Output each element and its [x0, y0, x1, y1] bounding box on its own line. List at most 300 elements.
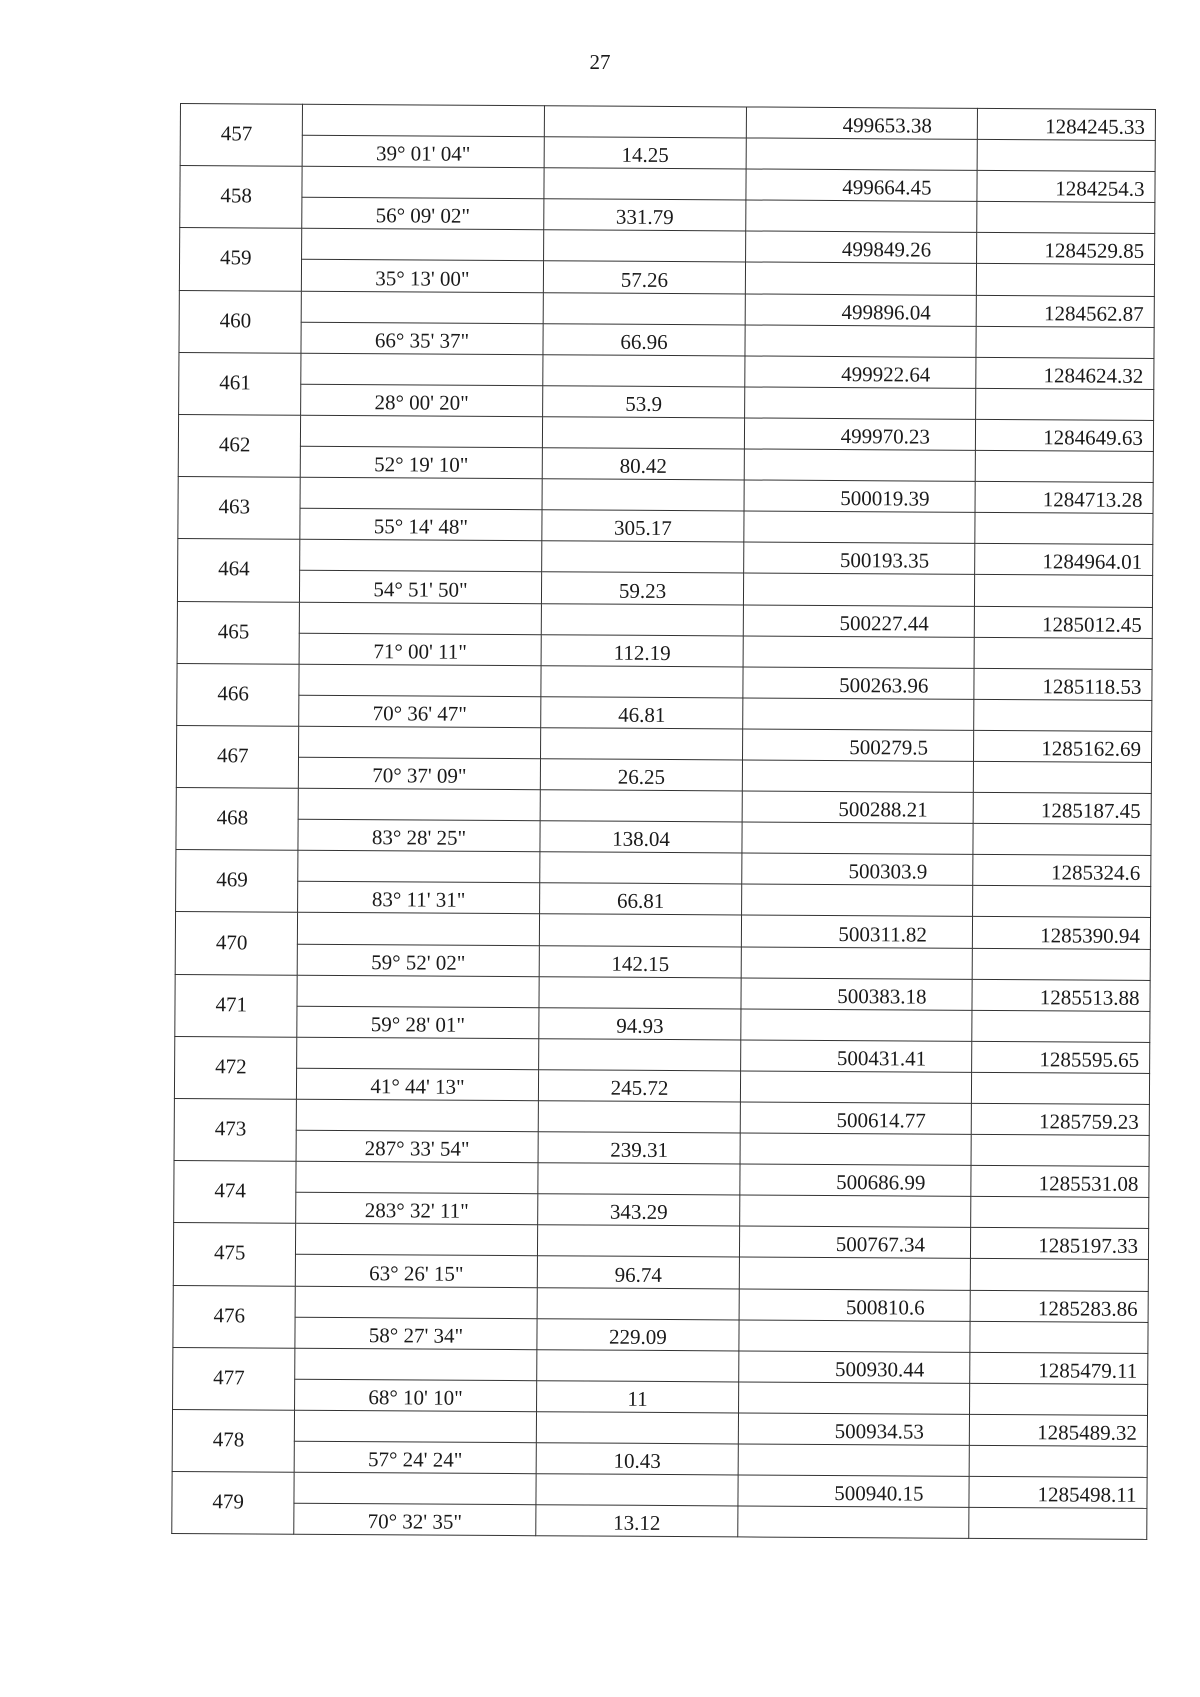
distance-cell — [538, 1194, 740, 1226]
angle-cell — [302, 135, 544, 168]
point-number: 463 — [218, 494, 251, 519]
point-number: 473 — [214, 1116, 247, 1141]
y-coordinate: 1284649.63 — [1043, 425, 1144, 450]
y-coordinate: 1285498.11 — [1037, 1482, 1137, 1508]
empty-angle-cell — [294, 1410, 536, 1443]
angle-cell — [297, 1006, 539, 1039]
empty-distance-cell — [537, 1349, 739, 1381]
y-coordinate-cell — [971, 1103, 1149, 1135]
x-coordinate-cell — [746, 169, 977, 202]
distance-cell — [541, 634, 743, 666]
empty-distance-cell — [536, 1412, 738, 1444]
empty-y-cell — [975, 450, 1153, 482]
y-coordinate: 1285012.45 — [1042, 611, 1142, 637]
distance-value: 26.25 — [617, 764, 666, 790]
y-coordinate-cell — [976, 357, 1154, 389]
empty-y-cell — [971, 1134, 1149, 1166]
y-coordinate: 1285118.53 — [1042, 674, 1142, 699]
point-number-cell — [180, 166, 302, 229]
empty-distance-cell — [541, 603, 743, 635]
angle-cell — [296, 1130, 538, 1163]
angle-cell — [294, 1503, 536, 1536]
empty-angle-cell — [301, 353, 543, 386]
y-coordinate: 1284964.01 — [1042, 549, 1143, 575]
x-coordinate-cell — [744, 542, 975, 575]
distance-cell — [537, 1318, 739, 1350]
empty-y-cell — [974, 699, 1152, 731]
y-coordinate: 1285162.69 — [1041, 736, 1142, 761]
y-coordinate: 1285595.65 — [1039, 1047, 1140, 1072]
distance-cell — [541, 696, 743, 728]
empty-y-cell — [970, 1321, 1148, 1353]
empty-y-cell — [976, 326, 1154, 358]
point-number-cell — [173, 1223, 295, 1286]
angle-value: 28° 00' 20" — [374, 390, 469, 415]
x-coordinate: 500810.6 — [845, 1294, 925, 1320]
y-coordinate-cell — [977, 108, 1155, 140]
empty-y-cell — [972, 948, 1150, 980]
distance-value: 13.12 — [613, 1510, 661, 1536]
x-coordinate: 500227.44 — [839, 610, 929, 636]
distance-cell — [544, 137, 746, 169]
x-coordinate: 500934.53 — [834, 1419, 924, 1444]
coordinates-table — [171, 103, 1156, 1540]
angle-value: 283° 32' 11" — [364, 1198, 469, 1224]
empty-distance-cell — [542, 417, 744, 449]
empty-y-cell — [976, 388, 1154, 420]
angle-cell — [301, 260, 543, 293]
x-coordinate: 500288.21 — [838, 797, 928, 822]
angle-value: 55° 14' 48" — [373, 514, 469, 540]
angle-cell — [300, 508, 542, 541]
angle-value: 59° 28' 01" — [370, 1011, 466, 1037]
x-coordinate: 500279.5 — [849, 735, 929, 760]
point-number: 467 — [216, 743, 249, 768]
empty-x-cell — [746, 138, 977, 171]
x-coordinate: 500614.77 — [836, 1108, 926, 1133]
empty-y-cell — [971, 1072, 1149, 1104]
distance-value: 14.25 — [621, 142, 669, 168]
empty-angle-cell — [299, 602, 541, 635]
point-number-cell — [180, 104, 302, 167]
distance-cell — [543, 261, 745, 293]
empty-distance-cell — [539, 1039, 741, 1071]
angle-value: 56° 09' 02" — [375, 203, 471, 229]
point-number-cell — [174, 1161, 296, 1224]
empty-y-cell — [973, 886, 1151, 918]
x-coordinate-cell — [742, 791, 973, 824]
angle-cell — [296, 1193, 538, 1226]
angle-value: 54° 51' 50" — [373, 576, 468, 602]
distance-value: 343.29 — [609, 1200, 668, 1225]
empty-distance-cell — [537, 1225, 739, 1257]
distance-value: 305.17 — [613, 515, 672, 541]
y-coordinate-cell — [975, 544, 1153, 576]
point-number-cell — [174, 1036, 296, 1099]
angle-value: 59° 52' 02" — [371, 949, 466, 975]
angle-value: 287° 33' 54" — [364, 1136, 470, 1161]
point-number: 462 — [218, 432, 251, 457]
empty-x-cell — [744, 449, 975, 482]
point-number-cell — [175, 974, 297, 1037]
empty-y-cell — [970, 1259, 1148, 1291]
y-coordinate-cell — [976, 295, 1154, 327]
distance-value: 57.26 — [620, 267, 669, 292]
point-number: 477 — [213, 1365, 245, 1390]
empty-x-cell — [738, 1506, 969, 1539]
x-coordinate: 500940.15 — [834, 1481, 924, 1506]
empty-distance-cell — [539, 976, 741, 1008]
empty-y-cell — [977, 139, 1155, 171]
empty-angle-cell — [296, 1161, 538, 1194]
y-coordinate: 1285479.11 — [1038, 1358, 1138, 1383]
y-coordinate: 1285390.94 — [1040, 922, 1141, 948]
empty-y-cell — [971, 1197, 1149, 1229]
empty-distance-cell — [539, 914, 741, 946]
empty-y-cell — [969, 1445, 1147, 1477]
y-coordinate-cell — [977, 171, 1155, 203]
y-coordinate-cell — [974, 668, 1152, 700]
x-coordinate: 500930.44 — [834, 1356, 925, 1382]
empty-angle-cell — [294, 1472, 536, 1505]
y-coordinate-cell — [973, 730, 1151, 762]
x-coordinate-cell — [739, 1226, 970, 1259]
x-coordinate: 500193.35 — [839, 548, 930, 573]
point-number: 460 — [219, 307, 252, 333]
empty-y-cell — [974, 575, 1152, 607]
empty-y-cell — [973, 824, 1151, 856]
angle-cell — [301, 322, 543, 355]
empty-x-cell — [740, 1071, 971, 1104]
angle-cell — [296, 1068, 538, 1101]
page-number: 27 — [589, 50, 611, 74]
empty-x-cell — [740, 1195, 971, 1228]
distance-cell — [536, 1443, 738, 1475]
angle-cell — [295, 1255, 537, 1288]
x-coordinate: 500767.34 — [835, 1232, 926, 1258]
empty-angle-cell — [299, 664, 541, 697]
distance-cell — [540, 821, 742, 853]
angle-value: 66° 35' 37" — [374, 327, 470, 353]
empty-angle-cell — [297, 913, 539, 946]
empty-angle-cell — [299, 726, 541, 759]
point-number: 475 — [213, 1240, 246, 1265]
point-number-cell — [175, 912, 297, 975]
y-coordinate: 1285513.88 — [1039, 984, 1140, 1010]
empty-distance-cell — [541, 665, 743, 697]
x-coordinate-cell — [738, 1475, 969, 1508]
y-coordinate-cell — [972, 1041, 1150, 1073]
angle-value: 35° 13' 00" — [375, 265, 470, 291]
x-coordinate: 499970.23 — [840, 424, 931, 449]
point-number: 474 — [214, 1178, 246, 1203]
angle-value: 41° 44' 13" — [370, 1074, 465, 1099]
x-coordinate-cell — [740, 1164, 971, 1197]
x-coordinate: 500383.18 — [837, 983, 927, 1009]
point-number-cell — [174, 1098, 296, 1161]
empty-angle-cell — [297, 975, 539, 1008]
distance-value: 245.72 — [610, 1075, 669, 1101]
empty-x-cell — [742, 760, 973, 793]
x-coordinate-cell — [745, 356, 976, 389]
empty-angle-cell — [295, 1286, 537, 1319]
distance-value: 11 — [627, 1386, 648, 1411]
empty-distance-cell — [542, 479, 744, 511]
y-coordinate-cell — [970, 1228, 1148, 1260]
x-coordinate-cell — [738, 1413, 969, 1446]
y-coordinate: 1284562.87 — [1043, 300, 1144, 326]
x-coordinate: 499896.04 — [841, 299, 931, 325]
x-coordinate-cell — [742, 729, 973, 762]
empty-distance-cell — [538, 1163, 740, 1195]
distance-value: 66.96 — [620, 329, 668, 354]
x-coordinate-cell — [740, 1102, 971, 1135]
point-number-cell — [176, 788, 298, 851]
empty-y-cell — [975, 513, 1153, 545]
angle-cell — [299, 633, 541, 666]
empty-distance-cell — [543, 292, 745, 324]
empty-angle-cell — [301, 291, 543, 324]
empty-x-cell — [741, 1009, 972, 1042]
y-coordinate: 1285187.45 — [1040, 798, 1141, 824]
distance-cell — [540, 883, 742, 915]
empty-y-cell — [972, 1010, 1150, 1042]
angle-cell — [297, 944, 539, 977]
y-coordinate: 1285283.86 — [1037, 1295, 1138, 1321]
empty-angle-cell — [295, 1224, 537, 1257]
empty-x-cell — [739, 1257, 970, 1290]
empty-angle-cell — [300, 540, 542, 573]
y-coordinate-cell — [973, 792, 1151, 824]
x-coordinate-cell — [742, 853, 973, 886]
x-coordinate: 500431.41 — [836, 1045, 927, 1071]
empty-distance-cell — [540, 852, 742, 884]
empty-y-cell — [974, 637, 1152, 669]
angle-value: 71° 00' 11" — [373, 638, 467, 664]
empty-angle-cell — [302, 104, 544, 137]
x-coordinate-cell — [739, 1351, 970, 1384]
table-row — [172, 1503, 1147, 1540]
y-coordinate: 1284529.85 — [1044, 238, 1145, 264]
y-coordinate-cell — [971, 1166, 1149, 1198]
x-coordinate: 499664.45 — [842, 175, 932, 200]
y-coordinate: 1284245.33 — [1045, 114, 1145, 139]
angle-cell — [298, 819, 540, 852]
point-number-cell — [178, 414, 300, 477]
x-coordinate: 500303.9 — [848, 859, 928, 884]
empty-angle-cell — [297, 1037, 539, 1070]
y-coordinate-cell — [969, 1414, 1147, 1446]
x-coordinate-cell — [741, 1040, 972, 1073]
angle-value: 70° 32' 35" — [367, 1509, 463, 1535]
angle-value: 63° 26' 15" — [369, 1260, 464, 1286]
distance-value: 80.42 — [619, 453, 667, 479]
point-number: 465 — [217, 618, 250, 644]
point-number: 472 — [215, 1054, 247, 1079]
empty-x-cell — [738, 1444, 969, 1477]
empty-angle-cell — [296, 1099, 538, 1132]
y-coordinate-cell — [969, 1476, 1147, 1508]
empty-distance-cell — [542, 541, 744, 573]
empty-x-cell — [741, 946, 972, 979]
point-number-cell — [179, 352, 301, 415]
empty-distance-cell — [544, 230, 746, 262]
empty-x-cell — [745, 325, 976, 358]
point-number-cell — [179, 290, 301, 353]
point-number: 470 — [215, 929, 248, 954]
x-coordinate-cell — [746, 107, 977, 140]
point-number: 466 — [217, 681, 249, 706]
empty-y-cell — [969, 1508, 1147, 1540]
distance-cell — [541, 572, 743, 604]
empty-y-cell — [973, 761, 1151, 793]
empty-distance-cell — [543, 354, 745, 386]
y-coordinate-cell — [974, 606, 1152, 638]
angle-cell — [299, 695, 541, 728]
empty-x-cell — [739, 1382, 970, 1415]
angle-value: 68° 10' 10" — [368, 1385, 463, 1410]
empty-x-cell — [744, 511, 975, 544]
empty-x-cell — [742, 884, 973, 917]
y-coordinate: 1284254.3 — [1055, 176, 1145, 202]
angle-cell — [298, 757, 540, 790]
angle-cell — [295, 1317, 537, 1350]
point-number: 476 — [213, 1302, 246, 1328]
empty-y-cell — [977, 202, 1155, 234]
empty-x-cell — [742, 822, 973, 855]
empty-distance-cell — [536, 1474, 738, 1506]
x-coordinate-cell — [741, 915, 972, 948]
point-number-cell — [173, 1347, 295, 1410]
y-coordinate-cell — [972, 917, 1150, 949]
angle-value: 57° 24' 24" — [368, 1447, 463, 1472]
angle-value: 83° 28' 25" — [371, 825, 467, 851]
x-coordinate: 499849.26 — [841, 237, 932, 263]
angle-value: 52° 19' 10" — [374, 452, 469, 477]
empty-angle-cell — [300, 477, 542, 510]
empty-x-cell — [746, 200, 977, 233]
point-number: 461 — [219, 370, 251, 395]
y-coordinate: 1285759.23 — [1038, 1109, 1139, 1134]
angle-cell — [298, 882, 540, 915]
x-coordinate: 500311.82 — [838, 921, 928, 947]
point-number: 458 — [220, 183, 253, 208]
point-number: 459 — [219, 245, 252, 270]
distance-value: 94.93 — [616, 1013, 664, 1038]
distance-value: 239.31 — [610, 1137, 669, 1163]
angle-cell — [302, 198, 544, 231]
distance-cell — [538, 1070, 740, 1102]
angle-cell — [299, 571, 541, 604]
x-coordinate: 499653.38 — [842, 113, 932, 138]
y-coordinate-cell — [977, 233, 1155, 265]
angle-value: 83° 11' 31" — [371, 887, 466, 913]
empty-y-cell — [970, 1383, 1148, 1415]
x-coordinate: 500263.96 — [839, 672, 929, 698]
point-number: 471 — [215, 991, 248, 1017]
distance-value: 46.81 — [618, 702, 666, 727]
point-number: 479 — [212, 1489, 245, 1514]
x-coordinate: 499922.64 — [841, 361, 931, 387]
empty-x-cell — [745, 387, 976, 420]
distance-cell — [539, 945, 741, 977]
distance-cell — [543, 386, 745, 418]
empty-distance-cell — [537, 1287, 739, 1319]
y-coordinate-cell — [973, 855, 1151, 887]
empty-x-cell — [739, 1320, 970, 1353]
point-number-cell — [172, 1409, 294, 1472]
empty-angle-cell — [295, 1348, 537, 1381]
empty-y-cell — [976, 264, 1154, 296]
angle-value: 70° 37' 09" — [372, 763, 467, 788]
y-coordinate: 1285489.32 — [1037, 1420, 1137, 1445]
distance-cell — [537, 1381, 739, 1413]
angle-cell — [301, 384, 543, 417]
table-body — [172, 104, 1156, 1540]
x-coordinate: 500019.39 — [840, 486, 930, 511]
distance-value: 138.04 — [612, 826, 670, 852]
x-coordinate: 500686.99 — [836, 1170, 926, 1195]
point-number: 468 — [216, 805, 249, 830]
x-coordinate-cell — [744, 418, 975, 451]
x-coordinate-cell — [743, 667, 974, 700]
point-number: 457 — [220, 121, 253, 146]
x-coordinate-cell — [745, 294, 976, 327]
distance-cell — [542, 510, 744, 542]
distance-value: 96.74 — [614, 1262, 663, 1287]
y-coordinate: 1285531.08 — [1038, 1171, 1139, 1197]
distance-value: 53.9 — [625, 391, 663, 416]
y-coordinate: 1284713.28 — [1042, 487, 1143, 513]
point-number-cell — [178, 477, 300, 540]
y-coordinate-cell — [972, 979, 1150, 1011]
distance-value: 112.19 — [613, 640, 671, 665]
empty-distance-cell — [540, 790, 742, 822]
angle-cell — [295, 1379, 537, 1412]
empty-distance-cell — [541, 728, 743, 760]
point-number-cell — [179, 228, 301, 291]
x-coordinate-cell — [746, 231, 977, 264]
empty-x-cell — [743, 636, 974, 669]
empty-distance-cell — [544, 168, 746, 200]
empty-x-cell — [740, 1133, 971, 1166]
angle-value: 58° 27' 34" — [368, 1322, 464, 1348]
distance-value: 66.81 — [616, 889, 665, 914]
distance-value: 331.79 — [615, 205, 674, 230]
empty-distance-cell — [538, 1101, 740, 1133]
point-number: 464 — [218, 556, 250, 581]
x-coordinate-cell — [739, 1289, 970, 1322]
point-number-cell — [172, 1472, 294, 1535]
angle-value: 70° 36' 47" — [372, 701, 467, 726]
point-number-cell — [173, 1285, 295, 1348]
coordinates-table-wrapper — [171, 103, 1155, 1540]
point-number-cell — [177, 539, 299, 602]
empty-angle-cell — [302, 229, 544, 262]
x-coordinate-cell — [744, 480, 975, 513]
empty-angle-cell — [300, 415, 542, 448]
distance-cell — [542, 448, 744, 480]
distance-value: 229.09 — [609, 1324, 667, 1349]
empty-x-cell — [743, 573, 974, 606]
x-coordinate-cell — [743, 604, 974, 637]
empty-angle-cell — [302, 166, 544, 199]
y-coordinate-cell — [970, 1352, 1148, 1384]
point-number-cell — [176, 850, 298, 913]
angle-cell — [294, 1441, 536, 1474]
y-coordinate-cell — [975, 481, 1153, 513]
point-number-cell — [176, 725, 298, 788]
